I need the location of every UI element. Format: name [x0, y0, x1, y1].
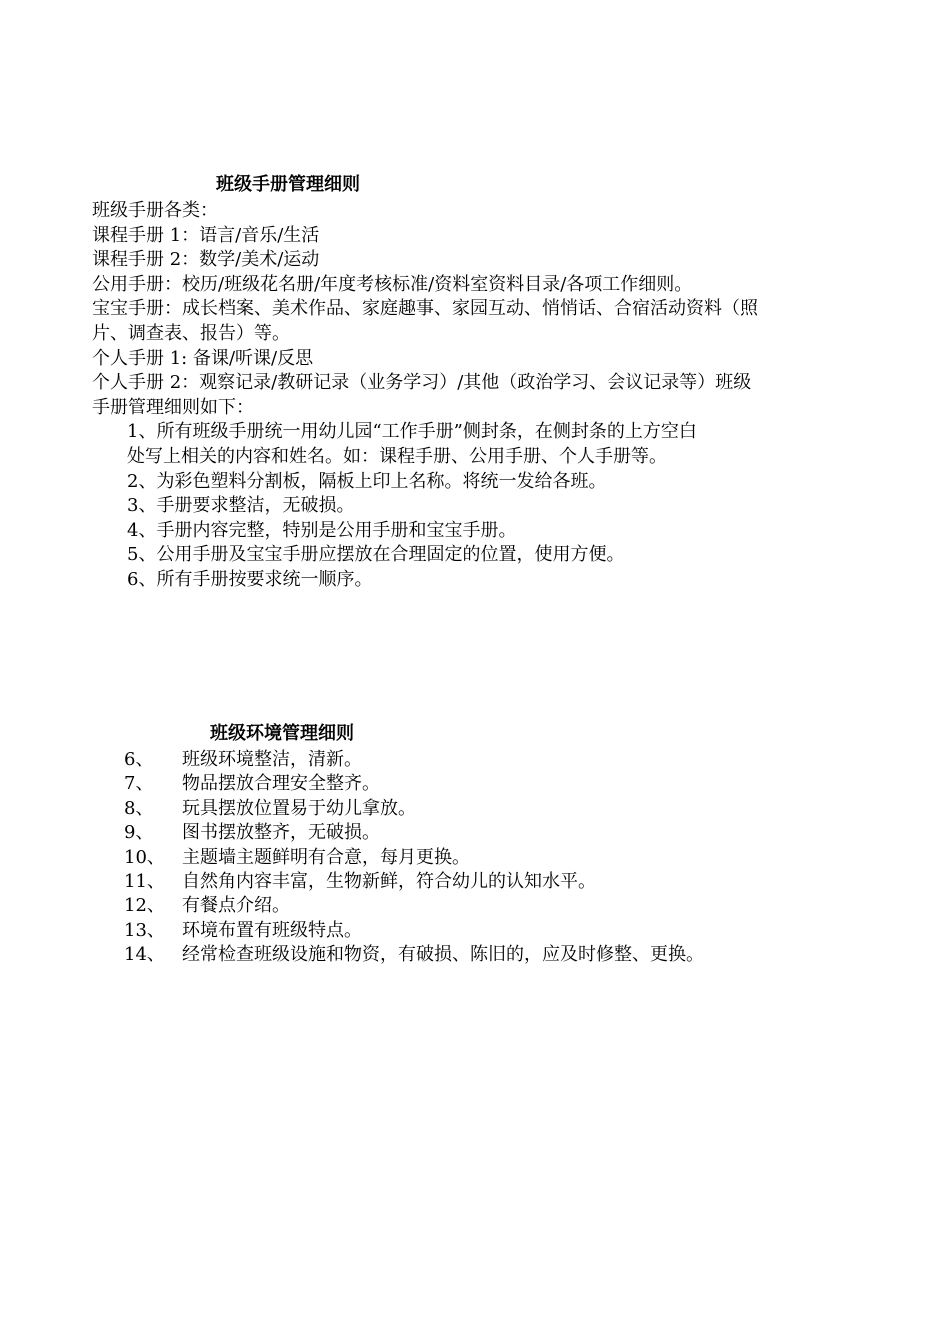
list-item — [124, 772, 884, 796]
list-item-text: 经常检查班级设施和物资，有破损、陈旧的，应及时修整、更换。 — [182, 944, 704, 966]
list-item — [124, 797, 884, 821]
list-item-number: 13、 — [124, 919, 165, 941]
list-item — [127, 470, 867, 495]
text-line: 个人手册 1: 备课/听课/反思 — [92, 347, 314, 369]
list-item — [124, 894, 884, 918]
list-item — [127, 519, 867, 544]
text-line: 片、调查表、报告）等。 — [92, 322, 290, 344]
handbook-rules-list — [127, 420, 867, 592]
list-item-text: 环境布置有班级特点。 — [182, 919, 362, 941]
list-item-text: 图书摆放整齐，无破损。 — [182, 822, 380, 844]
list-item — [124, 821, 884, 845]
list-item-text: 3、手册要求整洁，无破损。 — [127, 495, 355, 517]
list-item-number: 7、 — [124, 773, 154, 795]
list-item — [127, 543, 867, 568]
text-line: 课程手册 2：数学/美术/运动 — [92, 249, 320, 271]
list-item — [127, 568, 867, 593]
list-item-number: 14、 — [124, 944, 165, 966]
list-item — [127, 420, 867, 469]
text-line: 个人手册 2：观察记录/教研记录（业务学习）/其他（政治学习、会议记录等）班级 — [92, 372, 752, 394]
list-item-number: 10、 — [124, 846, 165, 868]
list-item — [124, 943, 884, 967]
list-item-text: 6、所有手册按要求统一顺序。 — [127, 568, 373, 590]
text-line: 公用手册：校历/班级花名册/年度考核标准/资料室资料目录/各项工作细则。 — [92, 273, 693, 295]
section-environment-rules — [0, 720, 950, 968]
section-title: 班级环境管理细则 — [210, 723, 354, 744]
list-item-number: 12、 — [124, 895, 165, 917]
text-line: 课程手册 1：语言/音乐/生活 — [92, 224, 320, 246]
list-item — [127, 494, 867, 519]
list-item-text-continued: 处写上相关的内容和姓名。如：课程手册、公用手册、个人手册等。 — [127, 445, 667, 467]
text-line: 宝宝手册：成长档案、美术作品、家庭趣事、家园互动、悄悄话、合宿活动资料（照 — [92, 298, 758, 320]
list-item-number: 8、 — [124, 797, 154, 819]
list-item-text: 物品摆放合理安全整齐。 — [182, 773, 380, 795]
list-item-text: 1、所有班级手册统一用幼儿园“工作手册”侧封条，在侧封条的上方空白 — [127, 421, 697, 443]
handbook-categories — [92, 199, 862, 420]
list-item-text: 班级环境整洁，清新。 — [182, 749, 362, 770]
list-item-text: 2、为彩色塑料分割板，隔板上印上名称。将统一发给各班。 — [127, 470, 607, 492]
list-item-text: 主题墙主题鲜明有合意，每月更换。 — [182, 846, 470, 868]
list-item — [124, 748, 884, 772]
list-item-number: 11、 — [124, 871, 165, 893]
list-item — [124, 846, 884, 870]
list-item — [124, 919, 884, 943]
list-item-text: 5、公用手册及宝宝手册应摆放在合理固定的位置，使用方便。 — [127, 544, 625, 566]
list-item-text: 4、手册内容完整，特别是公用手册和宝宝手册。 — [127, 519, 517, 541]
list-item-text: 自然角内容丰富，生物新鲜，符合幼儿的认知水平。 — [182, 871, 596, 893]
list-item-number: 9、 — [124, 822, 154, 844]
environment-rules-list — [124, 748, 884, 968]
list-item-number: 6、 — [124, 749, 154, 770]
section-handbook-rules — [0, 171, 950, 593]
text-line: 班级手册各类： — [92, 200, 218, 221]
section-title: 班级手册管理细则 — [216, 174, 360, 195]
list-item-text: 玩具摆放位置易于幼儿拿放。 — [182, 797, 416, 819]
text-line: 手册管理细则如下： — [92, 396, 254, 418]
list-item-text: 有餐点介绍。 — [182, 895, 290, 917]
list-item — [124, 870, 884, 894]
